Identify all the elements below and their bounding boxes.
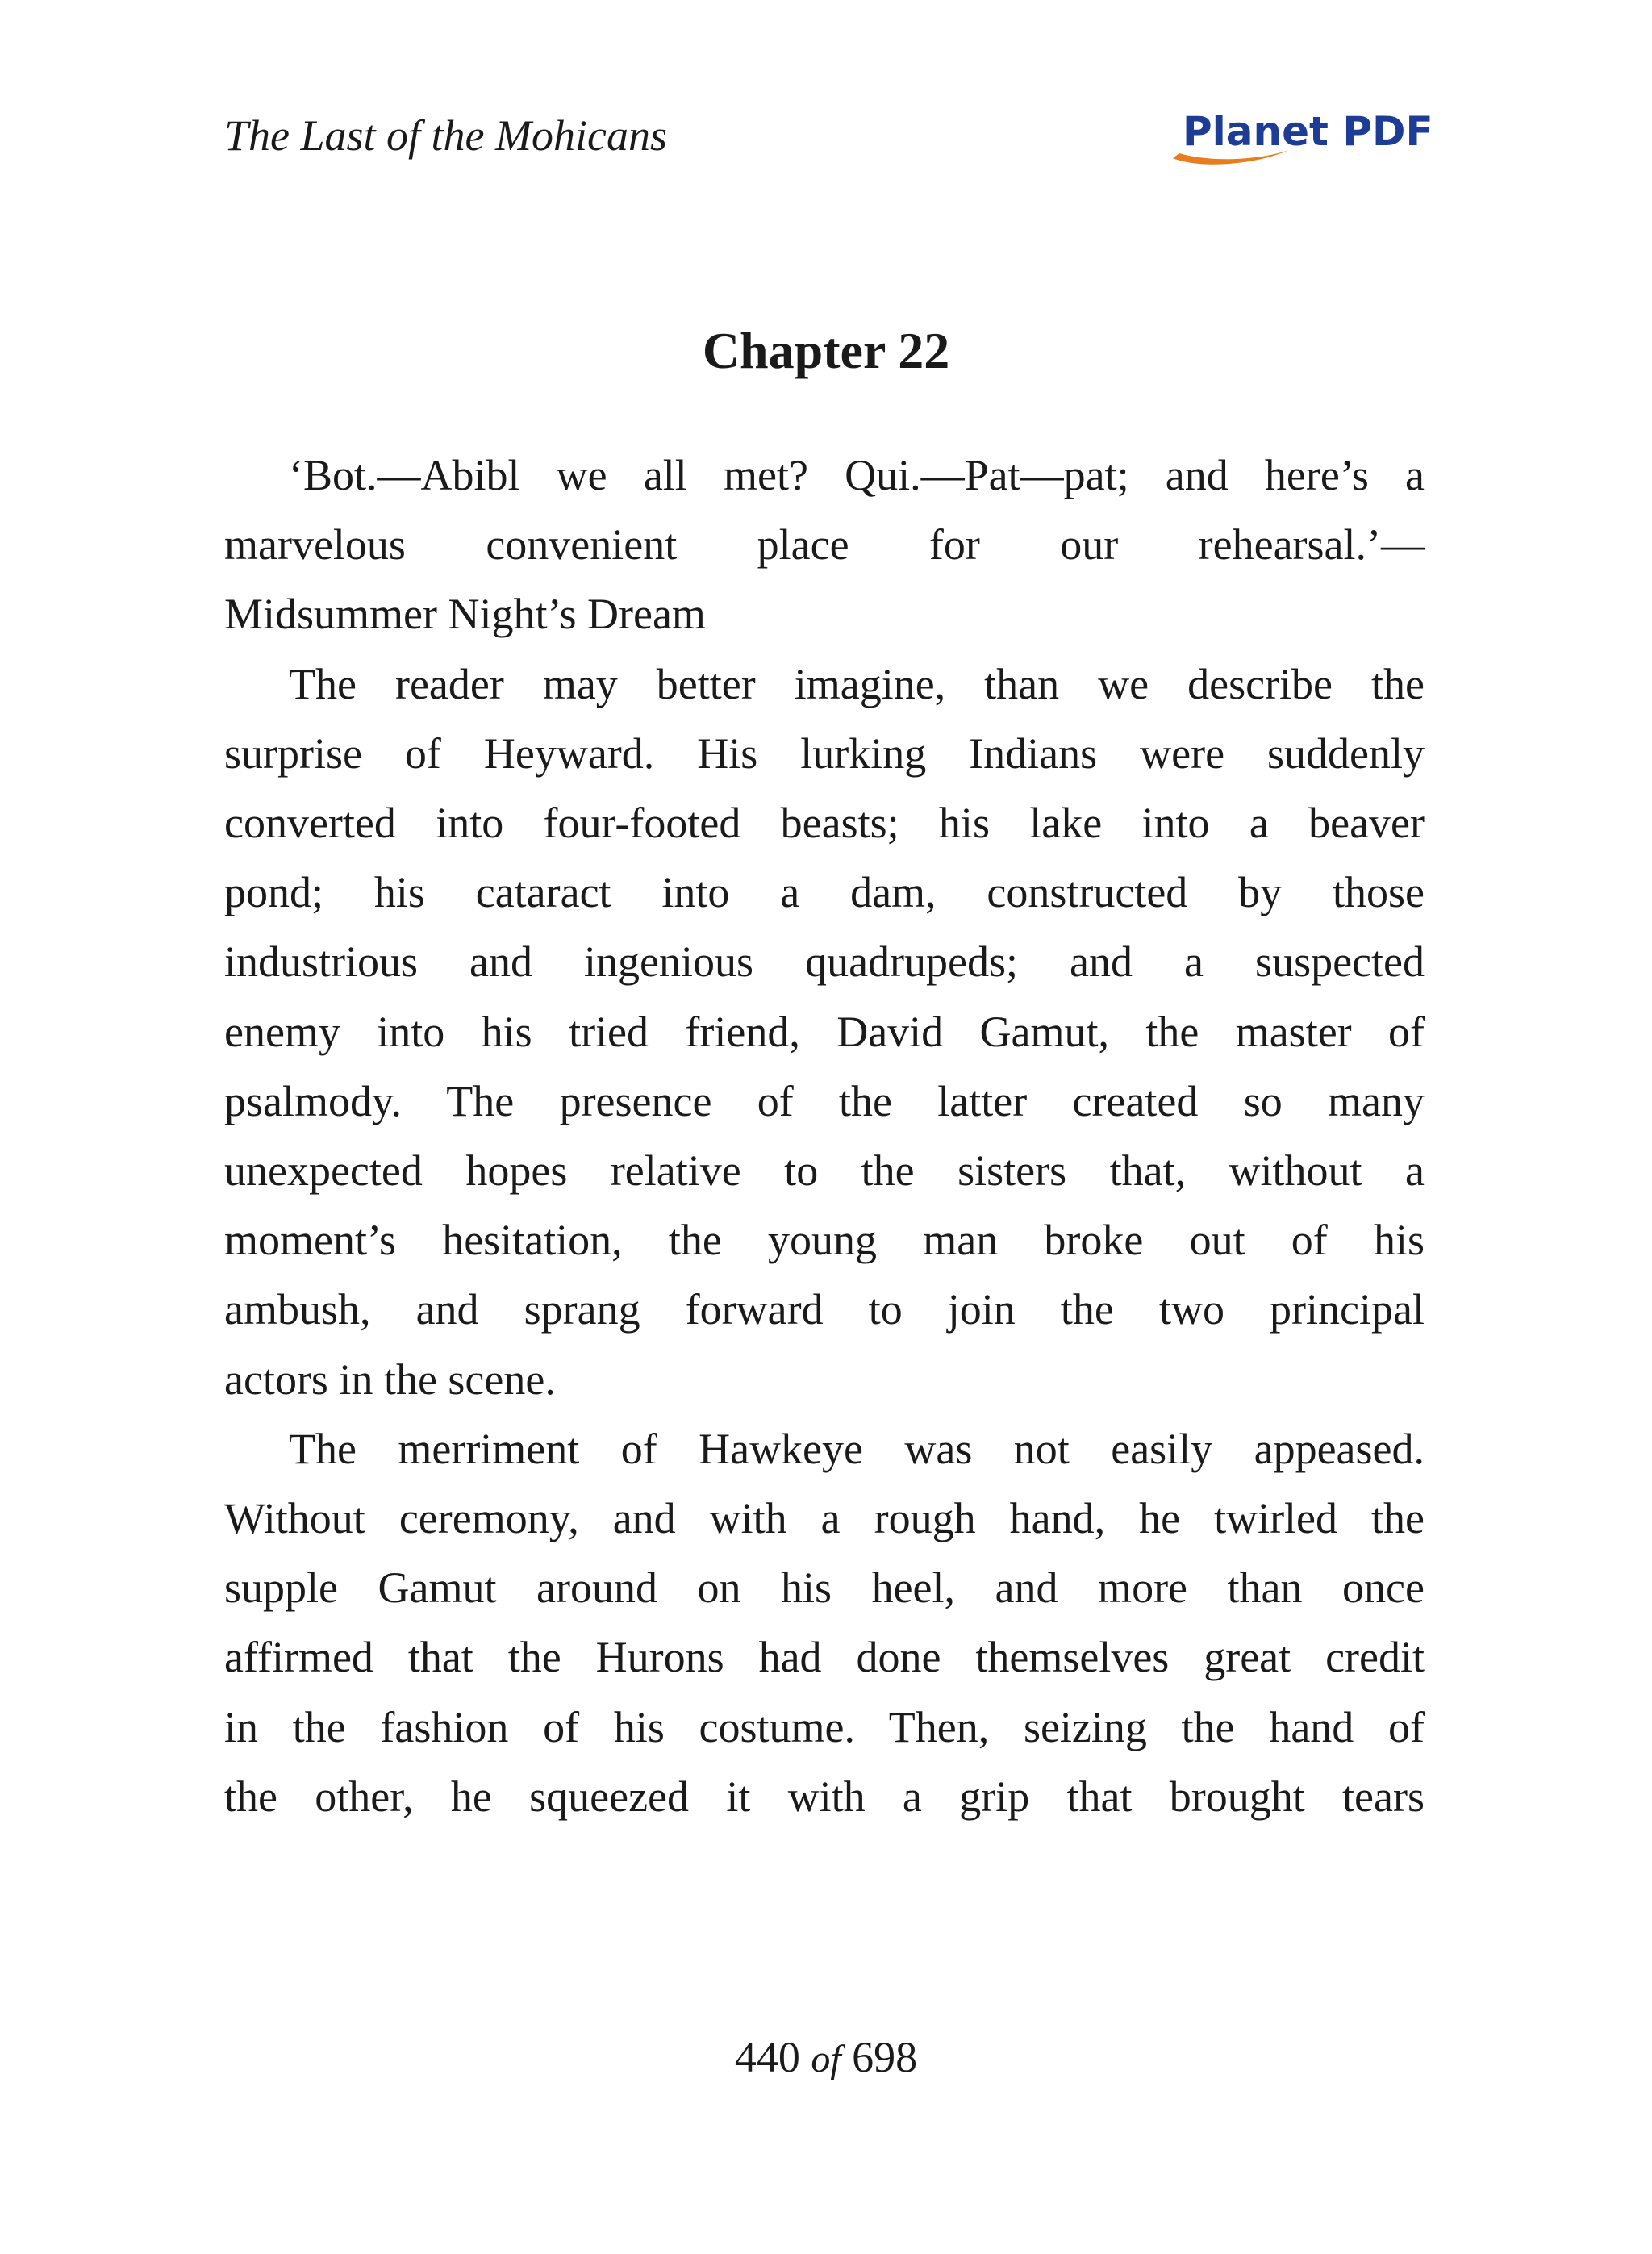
page-current: 440: [734, 2033, 800, 2081]
text-line: supple Gamut around on his heel, and more than once: [224, 1563, 1425, 1613]
page-total: 698: [852, 2033, 918, 2081]
text-line: affirmed that the Hurons had done themselves great credit: [224, 1633, 1425, 1682]
paragraph: [224, 440, 1425, 649]
text-line: the other, he squeezed it with a grip that brought tears: [224, 1772, 1425, 1821]
text-line: unexpected hopes relative to the sisters that, without a: [224, 1146, 1425, 1196]
planet-pdf-logo: [1168, 100, 1434, 173]
planet-pdf-logo-icon: [1168, 100, 1434, 173]
text-line: Midsummer Night’s Dream: [224, 590, 706, 639]
chapter-title: Chapter 22: [702, 322, 950, 379]
text-line: converted into four-footed beasts; his lake into a beaver: [224, 799, 1425, 848]
text-line: in the fashion of his costume. Then, seizing the hand of: [224, 1702, 1425, 1751]
text-line: psalmody. The presence of the latter created so many: [224, 1076, 1425, 1125]
text-line: moment’s hesitation, the young man broke out of his: [224, 1216, 1425, 1265]
text-line: The reader may better imagine, than we describe the: [289, 659, 1425, 708]
text-line: industrious and ingenious quadrupeds; and a suspected: [224, 937, 1425, 987]
text-line: enemy into his tried friend, David Gamut, the master of: [224, 1007, 1425, 1056]
page-number: [0, 2025, 1652, 2092]
body-text: [224, 440, 1425, 1831]
text-line: ‘Bot.—Abibl we all met? Qui.—Pat—pat; and here’s a: [289, 451, 1425, 499]
paragraph: [224, 1414, 1425, 1831]
running-title: The Last of the Mohicans: [224, 111, 667, 160]
text-line: Without ceremony, and with a rough hand, he twirled the: [224, 1494, 1425, 1543]
logo-text: Planet PDF: [1183, 108, 1433, 155]
text-line: The merriment of Hawkeye was not easily appeased.: [289, 1424, 1425, 1473]
text-line: surprise of Heyward. His lurking Indians were suddenly: [224, 728, 1425, 778]
paragraph: [224, 649, 1425, 1414]
text-line: marvelous convenient place for our rehearsal.’—: [224, 520, 1425, 570]
text-line: pond; his cataract into a dam, constructed by those: [224, 868, 1425, 917]
text-line: actors in the scene.: [224, 1354, 556, 1404]
page-of-label: of: [811, 2038, 841, 2081]
text-line: ambush, and sprang forward to join the two principal: [224, 1285, 1425, 1334]
